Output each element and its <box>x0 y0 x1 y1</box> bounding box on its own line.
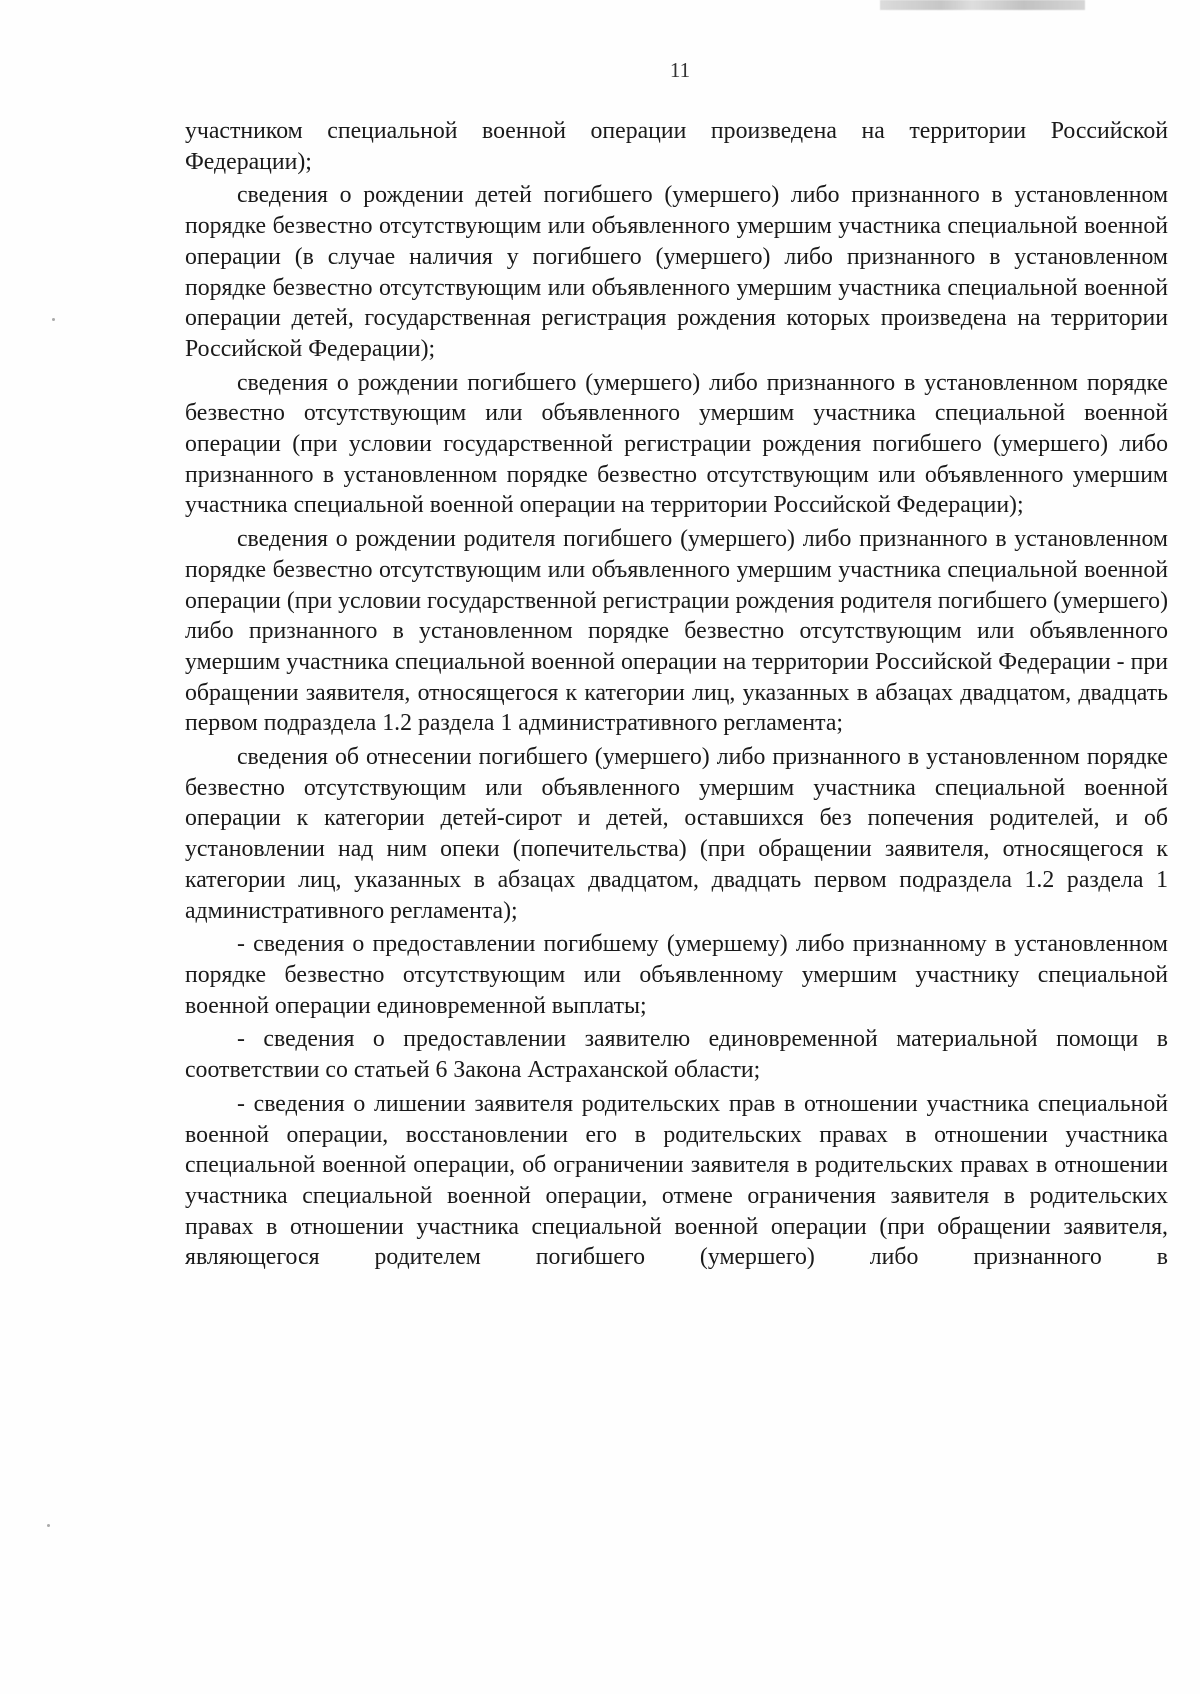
scan-speck <box>52 318 55 321</box>
paragraph-parent-birth: сведения о рождении родителя погибшего (умершего) либо признанного в установленном порядке безвестно отсутствующим или объявленного умершим участника специальной военной операции (при условии государственной регистрации рождения родителя погибшего (умершего) либо признанного в установленном порядке безвестно отсутствующим или объявленного умершим участника специальной военной операции на территории Российской Федерации - при обращении заявителя, относящегося к категории лиц, указанных в абзацах двадцатом, двадцать первом подраздела 1.2 раздела 1 административного регламента; <box>185 526 1168 737</box>
paragraph-continuation: участником специальной военной операции произведена на территории Российской Федерации); <box>185 118 1168 175</box>
paragraph-lump-sum-payment: - сведения о предоставлении погибшему (умершему) либо признанному в установленном порядке безвестно отсутствующим или объявленному умершим участнику специальной военной операции единовременной выплаты; <box>185 931 1168 1019</box>
paragraph-orphan-status: сведения об отнесении погибшего (умершего) либо признанного в установленном порядке безвестно отсутствующим или объявленного умершим участника специальной военной операции к категории детей-сирот и детей, оставшихся без попечения родителей, и об установлении над ним опеки (попечительства) (при обращении заявителя, относящегося к категории лиц, указанных в абзацах двадцатом, двадцать первом подраздела 1.2 раздела 1 административного регламента); <box>185 744 1168 924</box>
document-body <box>185 116 1168 1276</box>
scan-artifact <box>880 0 1085 10</box>
page-number: 11 <box>669 58 691 82</box>
scan-speck <box>47 1524 50 1527</box>
paragraph-children-birth: сведения о рождении детей погибшего (умершего) либо признанного в установленном порядке безвестно отсутствующим или объявленного умершим участника специальной военной операции (в случае наличия у погибшего (умершего) либо признанного в установленном порядке безвестно отсутствующим или объявленного умершим участника специальной военной операции детей, государственная регистрация рождения которых произведена на территории Российской Федерации); <box>185 182 1168 362</box>
paragraph-participant-birth: сведения о рождении погибшего (умершего) либо признанного в установленном порядке безвестно отсутствующим или объявленного умершим участника специальной военной операции (при условии государственной регистрации рождения погибшего (умершего) либо признанного в установленном порядке безвестно отсутствующим или объявленного умершим участника специальной военной операции на территории Российской Федерации); <box>185 369 1168 519</box>
paragraph-parental-rights: - сведения о лишении заявителя родительских прав в отношении участника специальной военной операции, восстановлении его в родительских правах в отношении участника специальной военной операции, об ограничении заявителя в родительских правах в отношении участника специальной военной операции, отмене ограничения заявителя в родительских правах в отношении участника специальной военной операции (при обращении заявителя, являющегося родителем погибшего (умершего) либо признанного в <box>185 1090 1168 1271</box>
paragraph-material-aid: - сведения о предоставлении заявителю единовременной материальной помощи в соответствии со статьей 6 Закона Астраханской области; <box>185 1026 1168 1084</box>
